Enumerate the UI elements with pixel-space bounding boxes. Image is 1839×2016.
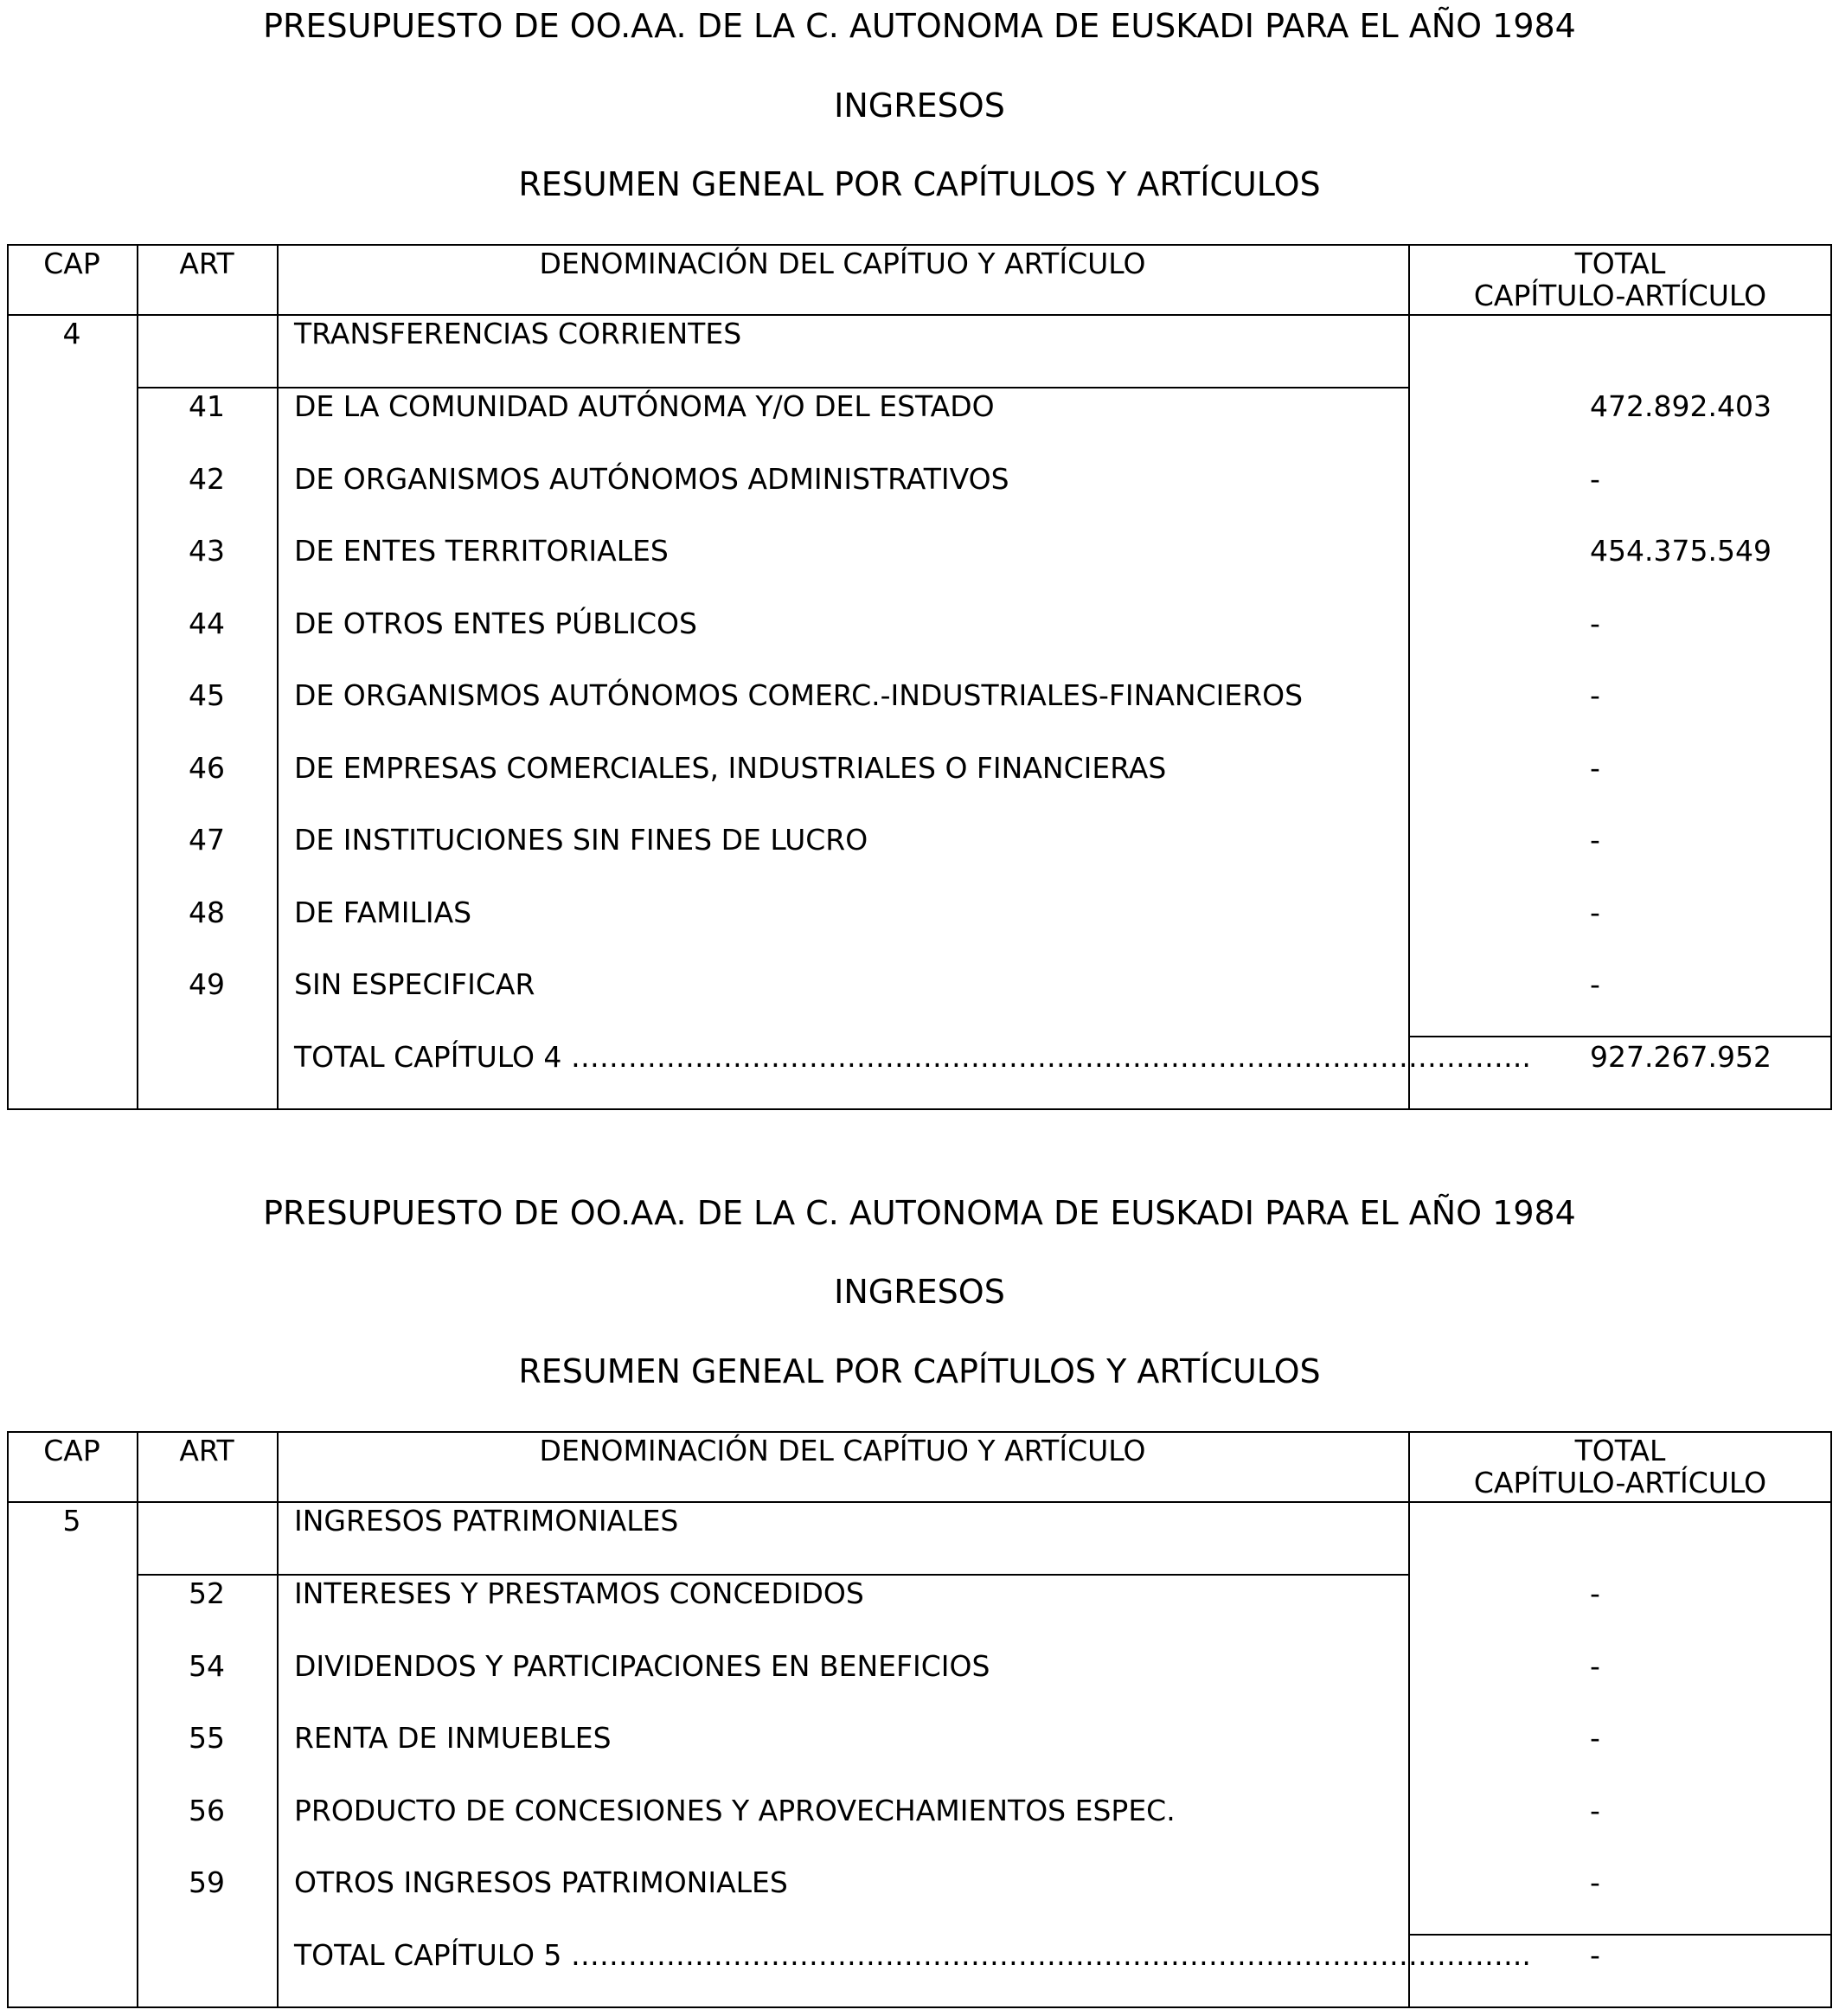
header-total-sub: CAPÍTULO-ARTÍCULO	[1473, 279, 1767, 312]
article-number: 55	[189, 1721, 225, 1755]
article-total: -	[1590, 750, 1600, 785]
header-total: TOTAL	[1574, 1434, 1666, 1467]
header-total: TOTAL	[1574, 247, 1666, 280]
article-number: 43	[189, 534, 225, 568]
row-divider	[137, 387, 1408, 388]
document-title: PRESUPUESTO DE OO.AA. DE LA C. AUTONOMA DE EUSKADI PARA EL AÑO 1984	[263, 7, 1576, 45]
article-total: -	[1590, 678, 1600, 712]
article-number: 54	[189, 1648, 225, 1683]
document-title: PRESUPUESTO DE OO.AA. DE LA C. AUTONOMA DE EUSKADI PARA EL AÑO 1984	[263, 1194, 1576, 1232]
table-border	[7, 244, 1832, 1110]
chapter-name: INGRESOS PATRIMONIALES	[294, 1504, 679, 1538]
chapter-name: TRANSFERENCIAS CORRIENTES	[294, 317, 742, 350]
article-total: -	[1590, 1721, 1600, 1755]
column-divider	[277, 1431, 279, 2008]
header-denominacion: DENOMINACIÓN DEL CAPÍTUO Y ARTÍCULO	[539, 247, 1146, 280]
article-number: 49	[189, 967, 225, 1001]
article-name: OTROS INGRESOS PATRIMONIALES	[294, 1865, 788, 1899]
article-number: 47	[189, 823, 225, 857]
row-divider	[1408, 1036, 1832, 1037]
article-number: 41	[189, 389, 225, 423]
chapter-number: 4	[62, 317, 81, 350]
document-subtitle: INGRESOS	[834, 87, 1005, 125]
article-number: 48	[189, 895, 225, 929]
document-subtitle: INGRESOS	[834, 1273, 1005, 1311]
article-total: -	[1590, 823, 1600, 857]
article-total: -	[1590, 1865, 1600, 1899]
column-divider	[277, 244, 279, 1110]
article-name: PRODUCTO DE CONCESIONES Y APROVECHAMIENTOS ESPEC.	[294, 1793, 1176, 1827]
budget-table	[7, 1431, 1832, 2008]
article-name: DIVIDENDOS Y PARTICIPACIONES EN BENEFICIOS	[294, 1648, 990, 1683]
column-divider	[137, 1431, 138, 2008]
header-art: ART	[179, 1434, 234, 1467]
summary-heading: RESUMEN GENEAL POR CAPÍTULOS Y ARTÍCULOS	[518, 1352, 1321, 1390]
header-cap: CAP	[43, 247, 100, 280]
row-divider	[7, 314, 1832, 316]
header-denominacion: DENOMINACIÓN DEL CAPÍTUO Y ARTÍCULO	[539, 1434, 1146, 1467]
article-total: 472.892.403	[1590, 389, 1772, 423]
article-number: 45	[189, 678, 225, 712]
article-number: 44	[189, 606, 225, 640]
article-name: DE EMPRESAS COMERCIALES, INDUSTRIALES O FINANCIERAS	[294, 750, 1167, 785]
column-divider	[1408, 1431, 1410, 2008]
article-name: DE LA COMUNIDAD AUTÓNOMA Y/O DEL ESTADO	[294, 389, 995, 423]
article-number: 59	[189, 1865, 225, 1899]
header-total-sub: CAPÍTULO-ARTÍCULO	[1473, 1466, 1767, 1499]
article-name: DE ENTES TERRITORIALES	[294, 534, 669, 568]
row-divider	[7, 1501, 1832, 1503]
budget-table	[7, 244, 1832, 1110]
article-number: 56	[189, 1793, 225, 1827]
article-number: 46	[189, 750, 225, 785]
chapter-total-value: -	[1590, 1937, 1600, 1972]
chapter-number: 5	[62, 1504, 81, 1538]
chapter-total-value: 927.267.952	[1590, 1039, 1772, 1074]
summary-heading: RESUMEN GENEAL POR CAPÍTULOS Y ARTÍCULOS	[518, 165, 1321, 203]
header-art: ART	[179, 247, 234, 280]
header-cap: CAP	[43, 1434, 100, 1467]
article-total: -	[1590, 1576, 1600, 1610]
article-name: DE ORGANISMOS AUTÓNOMOS COMERC.-INDUSTRIALES-FINANCIEROS	[294, 678, 1304, 712]
article-total: -	[1590, 1793, 1600, 1827]
article-name: SIN ESPECIFICAR	[294, 967, 535, 1001]
article-total: -	[1590, 895, 1600, 929]
article-name: DE FAMILIAS	[294, 895, 472, 929]
article-total: -	[1590, 1648, 1600, 1683]
article-total: -	[1590, 967, 1600, 1001]
row-divider	[1408, 1934, 1832, 1936]
article-number: 42	[189, 461, 225, 496]
table-border	[7, 1431, 1832, 2008]
article-name: INTERESES Y PRESTAMOS CONCEDIDOS	[294, 1576, 864, 1610]
row-divider	[137, 1574, 1408, 1576]
chapter-total-label: TOTAL CAPÍTULO 4 ………………………………………………………………………………………..	[294, 1039, 1531, 1074]
article-number: 52	[189, 1576, 225, 1610]
article-name: DE ORGANISMOS AUTÓNOMOS ADMINISTRATIVOS	[294, 461, 1009, 496]
article-total: -	[1590, 461, 1600, 496]
article-name: RENTA DE INMUEBLES	[294, 1721, 612, 1755]
article-total: 454.375.549	[1590, 534, 1772, 568]
chapter-total-label: TOTAL CAPÍTULO 5 ………………………………………………………………………………………..	[294, 1937, 1531, 1972]
article-total: -	[1590, 606, 1600, 640]
column-divider	[1408, 244, 1410, 1110]
article-name: DE OTROS ENTES PÚBLICOS	[294, 606, 697, 640]
article-name: DE INSTITUCIONES SIN FINES DE LUCRO	[294, 823, 868, 857]
